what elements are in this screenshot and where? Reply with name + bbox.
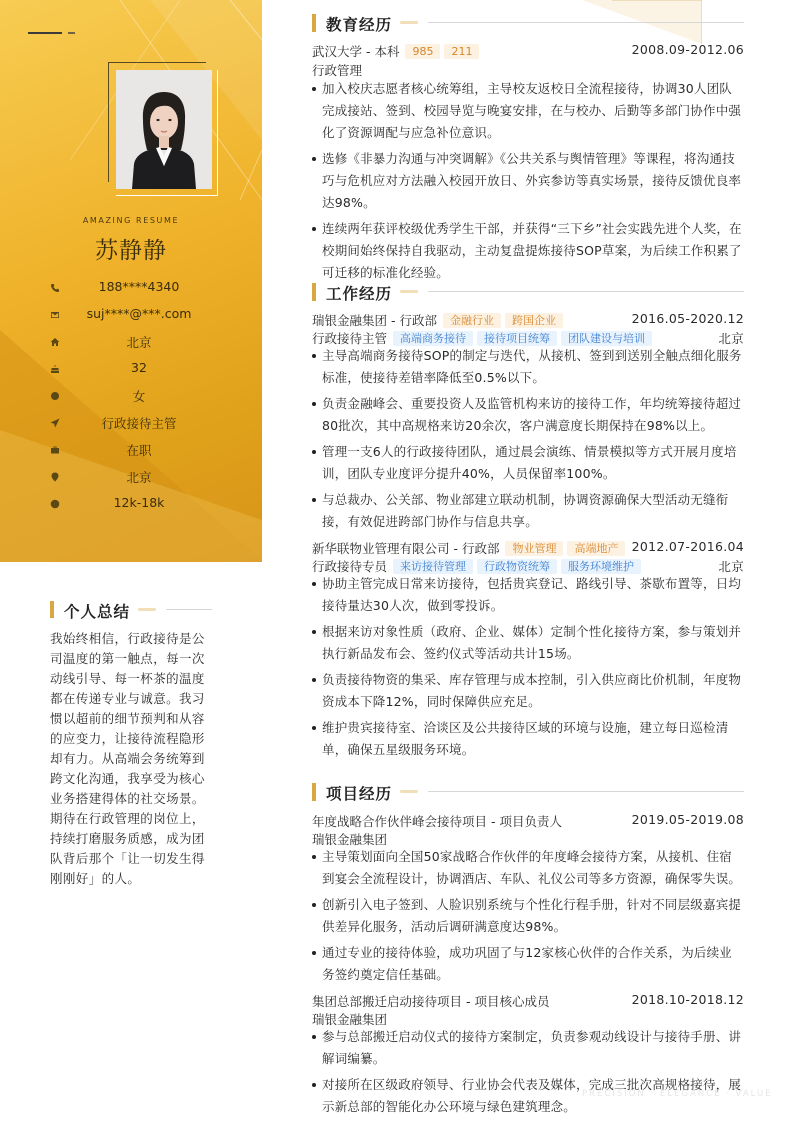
projects-section-header — [312, 781, 744, 803]
list-item: 主导策划面向全国50家战略合作伙伴的年度峰会接待方案，从接机、住宿到宴会全流程设计，协调酒店、车队、礼仪公司等多方资源，确保零失误。 — [312, 846, 744, 890]
email-address: suj****@***.com — [86, 306, 192, 321]
project-header-line — [312, 812, 744, 830]
profile-panel — [0, 0, 262, 562]
contact-info-list — [48, 277, 248, 520]
project-org: 瑞银金融集团 — [312, 832, 388, 847]
expected-salary: 12k-18k — [113, 495, 165, 510]
school-tag: 985 — [405, 44, 440, 59]
employment-status: 在职 — [126, 443, 152, 458]
summary-section-header — [50, 600, 220, 620]
hometown: 北京 — [126, 335, 152, 350]
list-item: 加入校庆志愿者核心统筹组，主导校友返校日全流程接待，协调30人团队完成接站、签到、校园导览与晚宴安排，在与校办、后勤等多部门协作中强化了资源调配与应急补位意识。 — [312, 78, 744, 144]
job-date: 2016.05-2020.12 — [631, 311, 744, 326]
role-tag: 服务环境维护 — [561, 559, 641, 574]
footer-watermark: PRECISION · ELEGANCE · VALUE — [582, 1089, 773, 1099]
company-name: 新华联物业管理有限公司 - 行政部 — [312, 541, 500, 556]
gender-icon — [48, 389, 62, 403]
project-date: 2019.05-2019.08 — [631, 812, 744, 827]
desired-location: 北京 — [126, 470, 152, 485]
list-item: 选修《非暴力沟通与冲突调解》《公共关系与舆情管理》等课程，将沟通技巧与危机应对方法融入校园开放日、外宾参访等真实场景，接待反馈优良率达98%。 — [312, 148, 744, 214]
education-date: 2008.09-2012.06 — [631, 42, 744, 57]
section-accent-bar — [312, 14, 316, 32]
education-section-header — [312, 12, 744, 34]
info-row-age — [48, 358, 248, 385]
info-row-gender — [48, 385, 248, 412]
education-major-line — [312, 61, 744, 79]
list-item: 根据来访对象性质（政府、企业、媒体）定制个性化接待方案，参与策划并执行新品发布会、签约仪式等活动共计15场。 — [312, 621, 744, 665]
company-tag: 物业管理 — [505, 541, 563, 556]
job-bullets — [312, 573, 744, 765]
job-bullets — [312, 345, 744, 537]
phone-number: 188****4340 — [98, 279, 180, 294]
list-item: 负责接待物资的集采、库存管理与成本控制，引入供应商比价机制，年度物资成本下降12%，同时保障供应充足。 — [312, 669, 744, 713]
school-tag: 211 — [444, 44, 479, 59]
send-icon — [48, 416, 62, 430]
education-entry-header — [312, 42, 744, 60]
info-row-target-position — [48, 412, 248, 439]
project-bullets — [312, 1026, 744, 1122]
profile-photo — [116, 70, 212, 189]
age: 32 — [131, 360, 147, 375]
list-item: 维护贵宾接待室、洽谈区及公共接待区域的环境与设施，建立每日巡检清单，确保五星级服务环境。 — [312, 717, 744, 761]
list-item: 通过专业的接待体验，成功巩固了与12家核心伙伴的合作关系，为后续业务签约奠定信任基础。 — [312, 942, 744, 986]
briefcase-icon — [48, 443, 62, 457]
target-position: 行政接待主管 — [101, 416, 177, 431]
info-row-status — [48, 439, 248, 466]
role-tag: 接待项目统筹 — [477, 331, 557, 346]
project-name: 集团总部搬迁启动接待项目 - 项目核心成员 — [312, 994, 550, 1009]
company-name: 瑞银金融集团 - 行政部 — [312, 313, 437, 328]
top-dash-small-decoration — [68, 32, 75, 34]
summary-text: 我始终相信，行政接待是公司温度的第一触点，每一次动线引导、每一杯茶的温度都在传递专业与诚意。我习惯以超前的细节预判和从容的应变力，让接待流程隐形却有力。从高端会务统筹到跨文化沟通，我享受为核心业务搭建得体的社交场景。期待在行政管理的岗位上，持续打磨服务质感，成为团队背后那个「让一切发生得刚刚好」的人。 — [50, 631, 205, 886]
section-pill-decoration — [138, 608, 156, 611]
project-name: 年度战略合作伙伴峰会接待项目 - 项目负责人 — [312, 814, 562, 829]
list-item: 负责金融峰会、重要投资人及监管机构来访的接待工作，年均统筹接待超过80批次，其中高规格来访20余次，客户满意度长期保持在98%以上。 — [312, 393, 744, 437]
section-divider — [428, 22, 744, 23]
list-item: 对接所在区级政府领导、行业协会代表及媒体，完成三批次高规格接待，展示新总部的智能化办公环境与绿色建筑理念。 — [312, 1074, 744, 1118]
education-bullets — [312, 78, 744, 288]
company-tag: 金融行业 — [443, 313, 501, 328]
resume-tagline: AMAZING RESUME — [82, 216, 180, 225]
role-tag: 高端商务接待 — [393, 331, 473, 346]
section-accent-bar — [50, 601, 54, 618]
age-icon — [48, 362, 62, 376]
list-item: 管理一支6人的行政接待团队，通过晨会演练、情景模拟等方式开展月度培训，团队专业度评分提升40%，人员保留率100%。 — [312, 441, 744, 485]
info-row-salary — [48, 493, 248, 520]
company-tag: 高端地产 — [567, 541, 625, 556]
work-section-header — [312, 281, 744, 303]
list-item: 主导高端商务接待SOP的制定与迭代，从接机、签到到送别全触点细化服务标准，使接待差错率降低至0.5%以下。 — [312, 345, 744, 389]
section-accent-bar — [312, 783, 316, 801]
section-pill-decoration — [400, 21, 418, 24]
job-company-line — [312, 311, 744, 329]
job-role: 行政接待主管 — [312, 331, 388, 346]
company-tag: 跨国企业 — [505, 313, 563, 328]
project-date: 2018.10-2018.12 — [631, 992, 744, 1007]
section-pill-decoration — [400, 790, 418, 793]
main-content — [312, 0, 744, 1123]
role-tag: 来访接待管理 — [393, 559, 473, 574]
list-item: 协助主管完成日常来访接待，包括贵宾登记、路线引导、茶歇布置等，日均接待量达30人次，做到零投诉。 — [312, 573, 744, 617]
info-row-location — [48, 466, 248, 493]
major: 行政管理 — [312, 63, 363, 78]
gender: 女 — [132, 389, 146, 404]
list-item: 与总裁办、公关部、物业部建立联动机制，协调资源确保大型活动无缝衔接，有效促进跨部门协作与信息共享。 — [312, 489, 744, 533]
job-date: 2012.07-2016.04 — [631, 539, 744, 554]
list-item: 连续两年获评校级优秀学生干部，并获得“三下乡”社会实践先进个人奖，在校期间始终保持自我驱动，主动复盘提炼接待SOP草案，为后续工作积累了可迁移的标准化经验。 — [312, 218, 744, 284]
summary-title: 个人总结 — [64, 603, 131, 621]
list-item: 参与总部搬迁启动仪式的接待方案制定，负责参观动线设计与接待手册、讲解词编纂。 — [312, 1026, 744, 1070]
projects-title: 项目经历 — [326, 785, 393, 803]
section-divider — [428, 291, 744, 292]
home-icon — [48, 335, 62, 349]
mail-icon — [48, 308, 62, 322]
location-icon — [48, 470, 62, 484]
section-pill-decoration — [400, 290, 418, 293]
section-divider — [428, 791, 744, 792]
info-row-phone — [48, 277, 248, 304]
project-org: 瑞银金融集团 — [312, 1012, 388, 1027]
project-bullets — [312, 846, 744, 990]
salary-icon — [48, 497, 62, 511]
job-company-line — [312, 539, 744, 557]
top-dash-decoration — [28, 32, 62, 34]
info-row-email — [48, 304, 248, 331]
project-header-line — [312, 992, 744, 1010]
education-title: 教育经历 — [326, 16, 393, 34]
section-divider — [166, 609, 212, 610]
role-tag: 行政物资统筹 — [477, 559, 557, 574]
section-accent-bar — [312, 283, 316, 301]
school-name: 武汉大学 - 本科 — [312, 44, 400, 59]
avatar — [116, 70, 212, 189]
job-city: 北京 — [718, 559, 744, 574]
job-city: 北京 — [718, 331, 744, 346]
role-tag: 团队建设与培训 — [561, 331, 652, 346]
list-item: 创新引入电子签到、人脸识别系统与个性化行程手册，针对不同层级嘉宾提供差异化服务，活动后调研满意度达98%。 — [312, 894, 744, 938]
work-title: 工作经历 — [326, 285, 393, 303]
info-row-hometown — [48, 331, 248, 358]
person-name: 苏静静 — [95, 238, 167, 264]
job-role: 行政接待专员 — [312, 559, 388, 574]
phone-icon — [48, 281, 62, 295]
